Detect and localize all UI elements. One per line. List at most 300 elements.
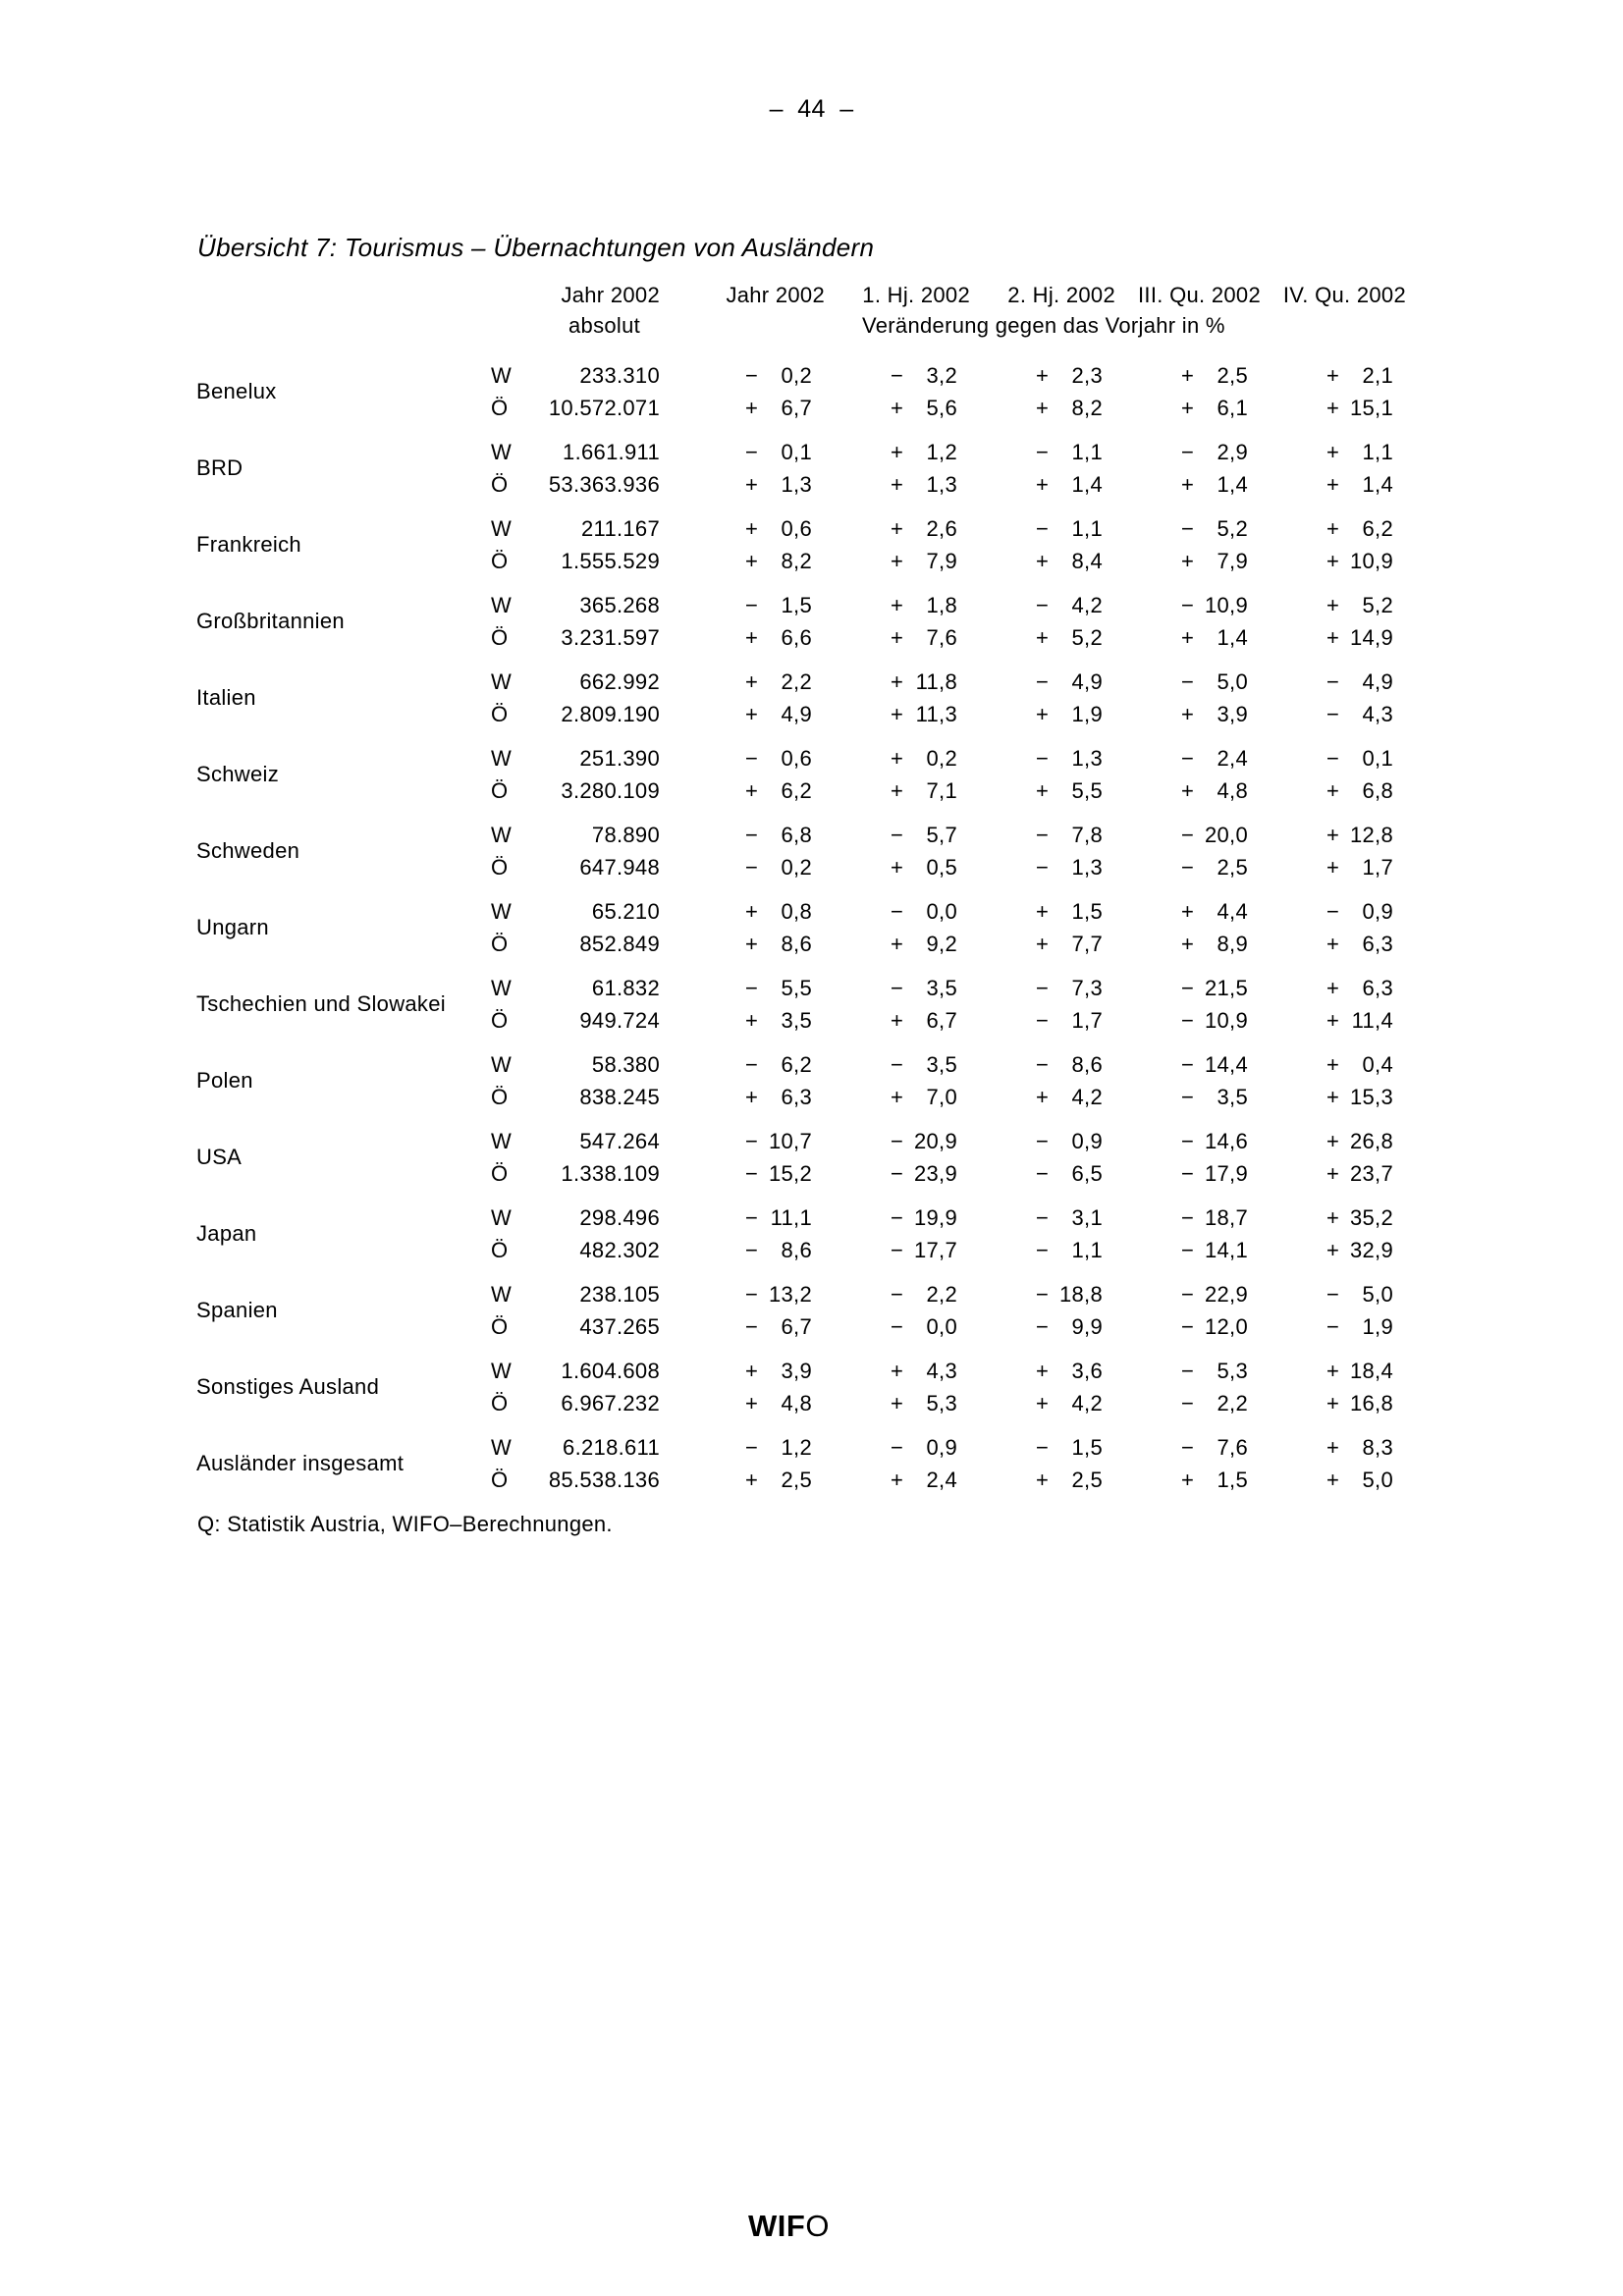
percent-value: 3,5	[781, 1008, 812, 1033]
percent-value: 7,6	[1217, 1435, 1248, 1460]
percent-cell	[1103, 1048, 1248, 1081]
table-row-group	[196, 666, 1453, 730]
percent-value: 2,2	[1217, 1391, 1248, 1415]
region-code: W	[491, 746, 513, 771]
percent-sign: +	[745, 1008, 759, 1033]
percent-cell	[1248, 1048, 1393, 1081]
absolute-value: 365.268	[579, 593, 660, 617]
percent-sign: −	[1181, 1052, 1195, 1077]
region-code: Ö	[491, 472, 509, 497]
percent-cell	[1103, 1310, 1248, 1343]
percent-value: 0,6	[781, 746, 812, 771]
row-label: Großbritannien	[196, 609, 345, 633]
percent-cell	[957, 1125, 1103, 1157]
percent-cell	[1248, 972, 1393, 1004]
percent-cell	[1248, 1310, 1393, 1343]
percent-cell	[1103, 545, 1248, 577]
percent-value: 6,2	[1362, 516, 1393, 541]
percent-value: 14,6	[1204, 1129, 1248, 1153]
percent-value: 0,0	[926, 1314, 957, 1339]
percent-value: 23,7	[1349, 1161, 1393, 1186]
region-code: Ö	[491, 1314, 509, 1339]
percent-value: 4,4	[1217, 899, 1248, 924]
percent-cell	[667, 621, 812, 654]
percent-cell	[812, 666, 957, 698]
percent-sign: +	[1326, 1129, 1340, 1153]
percent-cell	[667, 774, 812, 807]
percent-sign: +	[745, 899, 759, 924]
percent-sign: +	[1326, 823, 1340, 847]
region-code: Ö	[491, 1161, 509, 1186]
percent-sign: −	[1181, 1238, 1195, 1262]
percent-sign: −	[891, 1435, 904, 1460]
percent-sign: −	[745, 976, 759, 1000]
percent-cell	[812, 1278, 957, 1310]
percent-value: 10,9	[1204, 1008, 1248, 1033]
percent-sign: +	[1326, 932, 1340, 956]
percent-sign: −	[1036, 593, 1050, 617]
percent-sign: +	[745, 1468, 759, 1492]
percent-value: 15,3	[1349, 1085, 1393, 1109]
percent-value: 4,9	[781, 702, 812, 726]
percent-cell	[812, 468, 957, 501]
percent-value: 0,2	[926, 746, 957, 771]
percent-sign: +	[1326, 1359, 1340, 1383]
percent-value: 3,1	[1071, 1205, 1103, 1230]
table-row	[491, 1234, 1393, 1266]
percent-sign: −	[1181, 1391, 1195, 1415]
absolute-value: 482.302	[579, 1238, 660, 1262]
percent-sign: −	[1181, 976, 1195, 1000]
percent-value: 3,9	[781, 1359, 812, 1383]
percent-value: 5,5	[1071, 778, 1103, 803]
percent-cell	[667, 1125, 812, 1157]
percent-sign: −	[1326, 899, 1340, 924]
percent-value: 0,1	[781, 440, 812, 464]
percent-value: 12,8	[1349, 823, 1393, 847]
percent-value: 11,1	[770, 1205, 812, 1230]
percent-value: 5,0	[1362, 1468, 1393, 1492]
percent-value: 4,2	[1071, 1085, 1103, 1109]
percent-cell	[812, 1125, 957, 1157]
percent-sign: −	[1036, 440, 1050, 464]
percent-cell	[957, 698, 1103, 730]
percent-sign: −	[745, 823, 759, 847]
percent-value: 5,0	[1217, 669, 1248, 694]
percent-sign: −	[1181, 516, 1195, 541]
percent-cell	[1248, 512, 1393, 545]
percent-sign: −	[745, 1052, 759, 1077]
table-row	[491, 512, 1393, 545]
percent-sign: +	[745, 625, 759, 650]
percent-cell	[1103, 1004, 1248, 1037]
column-header-qu3: III. Qu. 2002	[1138, 283, 1261, 307]
percent-cell	[1103, 1387, 1248, 1419]
percent-cell	[1103, 512, 1248, 545]
percent-cell	[812, 1464, 957, 1496]
region-code: W	[491, 899, 513, 924]
percent-value: 0,5	[926, 855, 957, 880]
percent-sign: +	[891, 669, 904, 694]
percent-value: 3,5	[926, 1052, 957, 1077]
region-code: W	[491, 1359, 513, 1383]
row-lines	[491, 819, 1393, 883]
statistics-table	[196, 280, 1453, 1508]
percent-cell	[812, 698, 957, 730]
percent-sign: −	[1181, 823, 1195, 847]
percent-cell	[667, 1310, 812, 1343]
percent-value: 10,9	[1204, 593, 1248, 617]
percent-sign: +	[1036, 702, 1050, 726]
absolute-value: 233.310	[579, 363, 660, 388]
table-row	[491, 1048, 1393, 1081]
percent-value: 2,9	[1217, 440, 1248, 464]
table-header-row-1	[196, 280, 1453, 310]
percent-cell	[1248, 436, 1393, 468]
percent-cell	[1248, 666, 1393, 698]
percent-value: 1,5	[1071, 899, 1103, 924]
percent-cell	[1103, 928, 1248, 960]
percent-cell	[957, 1355, 1103, 1387]
table-row	[491, 621, 1393, 654]
percent-value: 1,9	[1071, 702, 1103, 726]
percent-value: 5,2	[1071, 625, 1103, 650]
table-row	[491, 1201, 1393, 1234]
percent-cell	[667, 512, 812, 545]
region-code: Ö	[491, 625, 509, 650]
percent-sign: +	[1326, 1435, 1340, 1460]
percent-sign: −	[745, 440, 759, 464]
absolute-value: 437.265	[579, 1314, 660, 1339]
percent-cell	[812, 1048, 957, 1081]
percent-sign: −	[745, 363, 759, 388]
absolute-value: 211.167	[581, 516, 660, 541]
percent-sign: +	[1326, 396, 1340, 420]
percent-cell	[957, 589, 1103, 621]
table-row-group	[196, 1125, 1453, 1190]
percent-value: 6,3	[1362, 976, 1393, 1000]
percent-cell	[957, 928, 1103, 960]
percent-cell	[957, 666, 1103, 698]
percent-value: 6,8	[781, 823, 812, 847]
table-row	[491, 819, 1393, 851]
percent-value: 1,5	[781, 593, 812, 617]
percent-sign: −	[1036, 855, 1050, 880]
region-code: W	[491, 1435, 513, 1460]
percent-cell	[1248, 774, 1393, 807]
percent-cell	[1248, 359, 1393, 392]
percent-value: 0,2	[781, 363, 812, 388]
percent-value: 1,8	[926, 593, 957, 617]
table-row	[491, 895, 1393, 928]
percent-cell	[1103, 819, 1248, 851]
percent-sign: −	[1036, 1238, 1050, 1262]
row-lines	[491, 895, 1393, 960]
absolute-value: 852.849	[579, 932, 660, 956]
percent-value: 2,5	[781, 1468, 812, 1492]
percent-cell	[957, 1081, 1103, 1113]
percent-sign: +	[1326, 1008, 1340, 1033]
percent-sign: −	[1326, 669, 1340, 694]
percent-cell	[667, 742, 812, 774]
table-row-group	[196, 512, 1453, 577]
percent-sign: −	[891, 1052, 904, 1077]
row-lines	[491, 1201, 1393, 1266]
percent-value: 2,2	[781, 669, 812, 694]
percent-cell	[957, 468, 1103, 501]
region-code: Ö	[491, 1008, 509, 1033]
percent-cell	[957, 436, 1103, 468]
percent-cell	[667, 589, 812, 621]
percent-value: 20,0	[1204, 823, 1248, 847]
percent-value: 7,8	[1071, 823, 1103, 847]
percent-cell	[667, 851, 812, 883]
percent-cell	[812, 1004, 957, 1037]
percent-cell	[957, 972, 1103, 1004]
percent-cell	[1103, 1081, 1248, 1113]
percent-sign: +	[891, 1008, 904, 1033]
table-row-group	[196, 1048, 1453, 1113]
percent-sign: +	[891, 746, 904, 771]
percent-sign: −	[1326, 1314, 1340, 1339]
region-code: W	[491, 1205, 513, 1230]
region-code: Ö	[491, 1238, 509, 1262]
absolute-value: 838.245	[579, 1085, 660, 1109]
percent-sign: +	[1036, 625, 1050, 650]
percent-value: 7,9	[926, 549, 957, 573]
percent-sign: +	[745, 702, 759, 726]
percent-value: 1,5	[1071, 1435, 1103, 1460]
percent-value: 1,4	[1362, 472, 1393, 497]
percent-value: 3,5	[1217, 1085, 1248, 1109]
percent-sign: +	[1181, 363, 1195, 388]
percent-value: 2,4	[1217, 746, 1248, 771]
percent-sign: +	[1181, 549, 1195, 573]
percent-value: 8,3	[1362, 1435, 1393, 1460]
percent-value: 6,2	[781, 1052, 812, 1077]
percent-cell	[1103, 1201, 1248, 1234]
percent-cell	[1248, 1125, 1393, 1157]
region-code: W	[491, 1052, 513, 1077]
percent-sign: +	[1326, 1052, 1340, 1077]
percent-sign: +	[891, 593, 904, 617]
percent-cell	[812, 392, 957, 424]
percent-cell	[1248, 1201, 1393, 1234]
percent-sign: −	[1326, 746, 1340, 771]
percent-sign: +	[745, 516, 759, 541]
percent-sign: −	[1036, 1282, 1050, 1307]
percent-cell	[1103, 468, 1248, 501]
percent-value: 1,4	[1217, 625, 1248, 650]
table-row	[491, 1431, 1393, 1464]
percent-cell	[957, 1157, 1103, 1190]
percent-cell	[957, 1004, 1103, 1037]
percent-sign: +	[891, 440, 904, 464]
percent-value: 0,4	[1362, 1052, 1393, 1077]
percent-cell	[812, 1234, 957, 1266]
percent-cell	[812, 895, 957, 928]
percent-sign: +	[891, 1359, 904, 1383]
percent-value: 5,2	[1217, 516, 1248, 541]
absolute-value: 85.538.136	[548, 1468, 660, 1492]
table-row-group	[196, 1201, 1453, 1266]
absolute-value: 78.890	[591, 823, 660, 847]
percent-cell	[667, 1081, 812, 1113]
percent-cell	[667, 666, 812, 698]
percent-value: 9,9	[1071, 1314, 1103, 1339]
percent-cell	[1248, 819, 1393, 851]
percent-sign: −	[745, 1238, 759, 1262]
percent-cell	[1248, 1355, 1393, 1387]
percent-sign: −	[745, 1129, 759, 1153]
row-label: Sonstiges Ausland	[196, 1374, 380, 1399]
percent-sign: +	[1326, 516, 1340, 541]
percent-sign: −	[891, 899, 904, 924]
percent-cell	[812, 972, 957, 1004]
absolute-value: 53.363.936	[548, 472, 660, 497]
percent-sign: −	[1036, 1129, 1050, 1153]
percent-value: 18,8	[1058, 1282, 1103, 1307]
row-label: Ausländer insgesamt	[196, 1451, 405, 1475]
absolute-value: 3.231.597	[561, 625, 660, 650]
percent-sign: +	[1036, 1085, 1050, 1109]
percent-cell	[1103, 774, 1248, 807]
table-row-group	[196, 1431, 1453, 1496]
table-row	[491, 589, 1393, 621]
row-label: USA	[196, 1145, 243, 1169]
percent-sign: −	[745, 1161, 759, 1186]
percent-sign: +	[1036, 899, 1050, 924]
percent-cell	[957, 774, 1103, 807]
region-code: Ö	[491, 1468, 509, 1492]
region-code: Ö	[491, 396, 509, 420]
column-header-jahr: Jahr 2002	[726, 283, 825, 307]
percent-value: 12,0	[1204, 1314, 1248, 1339]
column-subheader-veraenderung: Veränderung gegen das Vorjahr in %	[862, 313, 1225, 338]
region-code: Ö	[491, 702, 509, 726]
percent-sign: −	[745, 1314, 759, 1339]
percent-sign: −	[1181, 669, 1195, 694]
percent-sign: −	[1036, 746, 1050, 771]
percent-sign: +	[1181, 899, 1195, 924]
row-label: Schweiz	[196, 762, 280, 786]
table-row	[491, 1355, 1393, 1387]
percent-sign: +	[891, 1468, 904, 1492]
percent-value: 2,5	[1217, 363, 1248, 388]
percent-cell	[667, 1278, 812, 1310]
percent-sign: +	[1181, 625, 1195, 650]
percent-sign: −	[1036, 1052, 1050, 1077]
percent-cell	[957, 1048, 1103, 1081]
percent-sign: −	[1326, 702, 1340, 726]
percent-value: 0,2	[781, 855, 812, 880]
percent-cell	[1103, 742, 1248, 774]
percent-sign: +	[1326, 1238, 1340, 1262]
percent-sign: −	[1036, 1205, 1050, 1230]
percent-cell	[957, 359, 1103, 392]
percent-value: 5,2	[1362, 593, 1393, 617]
percent-cell	[1103, 392, 1248, 424]
source-note: Q: Statistik Austria, WIFO–Berechnungen.	[197, 1512, 613, 1536]
percent-sign: +	[1036, 363, 1050, 388]
table-row	[491, 928, 1393, 960]
region-code: W	[491, 669, 513, 694]
wifo-logo-o: O	[805, 2209, 830, 2243]
percent-value: 3,2	[926, 363, 957, 388]
percent-sign: −	[891, 1314, 904, 1339]
percent-cell	[1248, 1081, 1393, 1113]
absolute-value: 10.572.071	[548, 396, 660, 420]
wifo-logo	[748, 2209, 830, 2244]
percent-sign: +	[745, 669, 759, 694]
percent-value: 5,7	[926, 823, 957, 847]
percent-value: 18,4	[1349, 1359, 1393, 1383]
percent-sign: +	[1036, 1359, 1050, 1383]
percent-value: 2,2	[926, 1282, 957, 1307]
table-row-group	[196, 1355, 1453, 1419]
percent-cell	[812, 928, 957, 960]
percent-cell	[667, 392, 812, 424]
percent-value: 4,2	[1071, 1391, 1103, 1415]
percent-cell	[667, 819, 812, 851]
percent-cell	[812, 1157, 957, 1190]
percent-value: 6,8	[1362, 778, 1393, 803]
row-lines	[491, 1355, 1393, 1419]
percent-sign: +	[891, 396, 904, 420]
percent-sign: +	[1036, 932, 1050, 956]
percent-cell	[957, 1387, 1103, 1419]
table-row	[491, 359, 1393, 392]
percent-sign: −	[1181, 1008, 1195, 1033]
percent-value: 0,1	[1362, 746, 1393, 771]
percent-sign: −	[745, 1205, 759, 1230]
absolute-value: 3.280.109	[561, 778, 660, 803]
percent-value: 5,5	[781, 976, 812, 1000]
percent-cell	[812, 1081, 957, 1113]
row-lines	[491, 1278, 1393, 1343]
percent-value: 1,4	[1071, 472, 1103, 497]
percent-sign: +	[891, 516, 904, 541]
percent-value: 6,1	[1217, 396, 1248, 420]
percent-sign: −	[891, 976, 904, 1000]
percent-sign: +	[745, 549, 759, 573]
percent-value: 17,9	[1204, 1161, 1248, 1186]
column-subheader-absolut: absolut	[568, 313, 641, 338]
percent-cell	[667, 468, 812, 501]
table-row-group	[196, 819, 1453, 883]
percent-sign: −	[1036, 1008, 1050, 1033]
percent-cell	[667, 1201, 812, 1234]
percent-cell	[667, 545, 812, 577]
region-code: Ö	[491, 1085, 509, 1109]
percent-value: 9,2	[926, 932, 957, 956]
percent-value: 1,3	[1071, 746, 1103, 771]
percent-sign: −	[1181, 746, 1195, 771]
column-header-hj1: 1. Hj. 2002	[862, 283, 970, 307]
percent-sign: −	[1181, 1129, 1195, 1153]
table-row	[491, 1278, 1393, 1310]
absolute-value: 251.390	[579, 746, 660, 771]
percent-cell	[1248, 1004, 1393, 1037]
percent-cell	[1248, 1157, 1393, 1190]
table-row	[491, 742, 1393, 774]
percent-sign: +	[1181, 1468, 1195, 1492]
percent-cell	[1103, 1431, 1248, 1464]
percent-value: 11,8	[915, 669, 957, 694]
percent-sign: +	[1036, 1468, 1050, 1492]
region-code: W	[491, 593, 513, 617]
percent-cell	[1248, 1387, 1393, 1419]
